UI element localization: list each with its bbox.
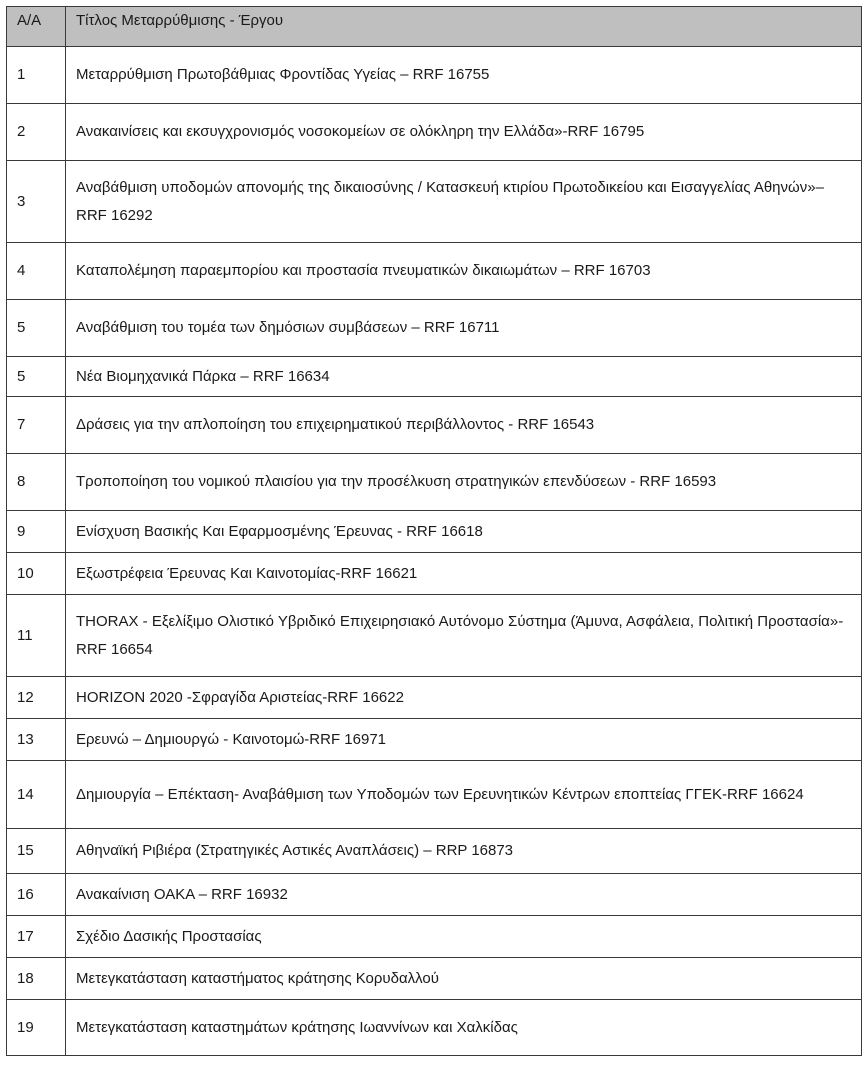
table-row [7,829,862,874]
row-num: 5 [7,357,66,397]
row-num: 4 [7,243,66,300]
row-title: Ενίσχυση Βασικής Και Εφαρμοσμένης Έρευνας - RRF 16618 [66,511,862,553]
table-row [7,357,862,397]
table-row [7,719,862,761]
row-title: Δράσεις για την απλοποίηση του επιχειρηματικού περιβάλλοντος - RRF 16543 [66,397,862,454]
table-row [7,511,862,553]
header-num: Α/Α [7,7,66,47]
row-title: Ανακαινίσεις και εκσυγχρονισμός νοσοκομείων σε ολόκληρη την Ελλάδα»-RRF 16795 [66,104,862,161]
row-title: Αθηναϊκή Ριβιέρα (Στρατηγικές Αστικές Αναπλάσεις) – RRP 16873 [66,829,862,874]
row-num: 7 [7,397,66,454]
row-num: 11 [7,595,66,677]
row-title: Μετεγκατάσταση καταστήματος κράτησης Κορυδαλλού [66,958,862,1000]
row-num: 1 [7,47,66,104]
table-row [7,161,862,243]
row-num: 18 [7,958,66,1000]
table-row [7,300,862,357]
row-num: 5 [7,300,66,357]
row-title: Μετεγκατάσταση καταστημάτων κράτησης Ιωαννίνων και Χαλκίδας [66,1000,862,1056]
row-title: HORIZON 2020 -Σφραγίδα Αριστείας-RRF 16622 [66,677,862,719]
row-num: 12 [7,677,66,719]
table-row [7,1000,862,1056]
row-title: THORAX - Εξελίξιμο Ολιστικό Υβριδικό Επιχειρησιακό Αυτόνομο Σύστημα (Άμυνα, Ασφάλεια, Πολιτική Προστασία»-RRF 16654 [66,595,862,677]
table-row [7,958,862,1000]
row-num: 16 [7,874,66,916]
row-num: 10 [7,553,66,595]
table-row [7,454,862,511]
row-num: 3 [7,161,66,243]
row-num: 14 [7,761,66,829]
row-title: Δημιουργία – Επέκταση- Αναβάθμιση των Υποδομών των Ερευνητικών Κέντρων εποπτείας ΓΓΕΚ-RRF 16624 [66,761,862,829]
row-num: 15 [7,829,66,874]
table-row [7,104,862,161]
row-num: 8 [7,454,66,511]
row-num: 17 [7,916,66,958]
table-row [7,397,862,454]
row-title: Ερευνώ – Δημιουργώ - Καινοτομώ-RRF 16971 [66,719,862,761]
row-title: Αναβάθμιση υποδομών απονομής της δικαιοσύνης / Κατασκευή κτιρίου Πρωτοδικείου και Εισαγγελίας Αθηνών»– RRF 16292 [66,161,862,243]
table-row [7,916,862,958]
row-title: Μεταρρύθμιση Πρωτοβάθμιας Φροντίδας Υγείας – RRF 16755 [66,47,862,104]
table-row [7,243,862,300]
row-title: Σχέδιο Δασικής Προστασίας [66,916,862,958]
row-num: 13 [7,719,66,761]
table-row [7,761,862,829]
row-title: Αναβάθμιση του τομέα των δημόσιων συμβάσεων – RRF 16711 [66,300,862,357]
header-title: Τίτλος Μεταρρύθμισης - Έργου [66,7,862,47]
table-row [7,677,862,719]
row-num: 19 [7,1000,66,1056]
row-title: Ανακαίνιση ΟΑΚΑ – RRF 16932 [66,874,862,916]
row-num: 9 [7,511,66,553]
row-num: 2 [7,104,66,161]
row-title: Εξωστρέφεια Έρευνας Και Καινοτομίας-RRF 16621 [66,553,862,595]
table-row [7,47,862,104]
table-row [7,595,862,677]
table-header-row [7,7,862,47]
row-title: Καταπολέμηση παραεμπορίου και προστασία πνευματικών δικαιωμάτων – RRF 16703 [66,243,862,300]
table-row [7,553,862,595]
row-title: Τροποποίηση του νομικού πλαισίου για την προσέλκυση στρατηγικών επενδύσεων - RRF 16593 [66,454,862,511]
table-row [7,874,862,916]
row-title: Νέα Βιομηχανικά Πάρκα – RRF 16634 [66,357,862,397]
reform-projects-table [6,6,862,1056]
